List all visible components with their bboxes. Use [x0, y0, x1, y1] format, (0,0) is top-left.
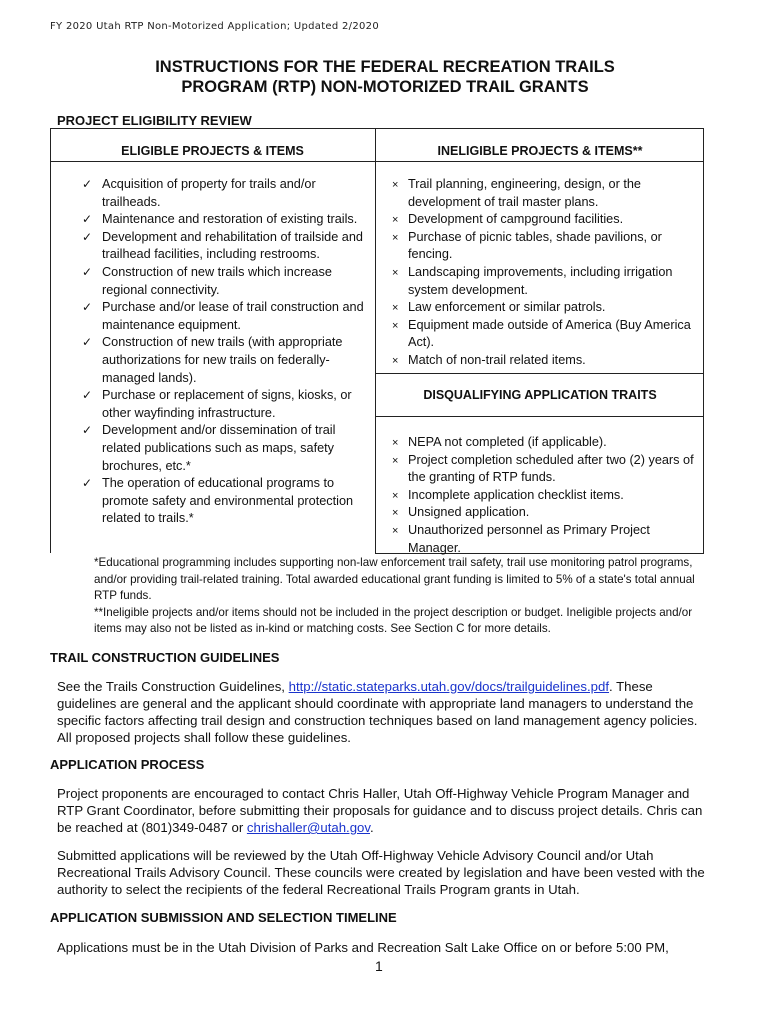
application-process-paragraph-2	[57, 847, 707, 898]
page-number: 1	[375, 958, 383, 974]
ineligible-item-text: Equipment made outside of America (Buy America Act).	[408, 317, 691, 350]
eligible-items-list	[78, 176, 374, 528]
disqualifying-item	[384, 452, 702, 487]
email-link[interactable]: chrishaller@utah.gov	[246, 820, 370, 835]
disqualifying-items-list	[384, 434, 702, 557]
ineligible-item-text: Purchase of picnic tables, shade pavilions, or fencing.	[408, 229, 662, 262]
eligible-item	[78, 422, 374, 475]
eligible-item	[78, 387, 374, 422]
checkmark-icon: ✓	[82, 264, 93, 279]
ineligible-item-text: Match of non-trail related items.	[408, 352, 586, 367]
eligible-item	[78, 334, 374, 387]
x-mark-icon: ×	[392, 214, 399, 227]
eligible-item-text: Maintenance and restoration of existing trails.	[102, 212, 358, 227]
disqualifying-header: DISQUALIFYING APPLICATION TRAITS	[423, 388, 657, 402]
ineligible-items-list	[384, 176, 702, 370]
title-line-1: INSTRUCTIONS FOR THE FEDERAL RECREATION TRAILS	[155, 58, 615, 76]
x-mark-icon: ×	[392, 266, 399, 279]
eligible-item-text: Development and rehabilitation of trailside and trailhead facilities, including restrooms.	[102, 229, 363, 262]
disqualifying-item-text: Project completion scheduled after two (2) years of the granting of RTP funds.	[408, 452, 694, 485]
ineligible-item	[384, 299, 702, 317]
application-process-text: Project proponents are encouraged to contact Chris Haller, Utah Off-Highway Vehicle Program Manager and RTP Grant Coordinator, before submitting their proposals for guidance and to discuss project details. Chris can be reached at (801)349-0487 or	[57, 786, 703, 835]
checkmark-icon: ✓	[82, 300, 93, 315]
ineligible-item	[384, 211, 702, 229]
checkmark-icon: ✓	[82, 177, 93, 191]
disqualifying-item-text: NEPA not completed (if applicable).	[408, 435, 607, 449]
eligible-item-text: Construction of new trails which increase regional connectivity.	[102, 264, 332, 297]
title-line-2: PROGRAM (RTP) NON-MOTORIZED TRAIL GRANTS	[181, 78, 589, 96]
ineligible-item	[384, 176, 702, 211]
trail-construction-text-before: See the Trails Construction Guidelines,	[57, 679, 289, 694]
trail-guidelines-link[interactable]: http://static.stateparks.utah.gov/docs/trailguidelines.pdf	[288, 679, 609, 694]
timeline-paragraph	[57, 939, 707, 956]
x-mark-icon: ×	[392, 231, 399, 244]
eligible-item	[78, 264, 374, 299]
document-header: FY 2020 Utah RTP Non-Motorized Application; Updated 2/2020	[50, 21, 379, 32]
x-mark-icon: ×	[392, 524, 399, 537]
trail-construction-paragraph	[57, 678, 707, 746]
ineligible-item-text: Trail planning, engineering, design, or the development of trail master plans.	[408, 177, 641, 209]
application-process-title: APPLICATION PROCESS	[50, 757, 205, 772]
application-process-paragraph-1	[57, 785, 707, 836]
trail-construction-title: TRAIL CONSTRUCTION GUIDELINES	[50, 650, 280, 665]
page-title	[0, 57, 770, 97]
eligible-item-text: Acquisition of property for trails and/or trailheads.	[102, 177, 316, 209]
ineligible-item-text: Development of campground facilities.	[408, 212, 624, 227]
eligible-item	[78, 211, 374, 229]
x-mark-icon: ×	[392, 437, 399, 449]
eligible-item-text: Development and/or dissemination of trail related publications such as maps, safety brochures, etc.*	[102, 423, 336, 473]
checkmark-icon: ✓	[82, 212, 93, 227]
timeline-title: APPLICATION SUBMISSION AND SELECTION TIMELINE	[50, 910, 397, 925]
disqualifying-item-text: Unauthorized personnel as Primary Project Manager.	[408, 522, 650, 555]
eligibility-section-title: PROJECT ELIGIBILITY REVIEW	[57, 113, 252, 128]
ineligible-column-header: INELIGIBLE PROJECTS & ITEMS**	[437, 144, 643, 158]
eligible-item-text: Purchase or replacement of signs, kiosks, or other wayfinding infrastructure.	[102, 388, 352, 420]
checkmark-icon: ✓	[82, 388, 93, 403]
disqualifying-item	[384, 487, 702, 505]
disqualifying-item-text: Incomplete application checklist items.	[408, 487, 624, 502]
eligible-item-text: Construction of new trails (with appropriate authorizations for new trails on federally-managed lands).	[102, 335, 343, 385]
disqualifying-item-text: Unsigned application.	[408, 505, 530, 520]
x-mark-icon: ×	[392, 179, 399, 191]
ineligible-item	[384, 317, 702, 352]
trail-construction-text-after: . These guidelines are general and the applicant should coordinate with appropriate land managers to understand the specific factors affecting trail design and construction techniques based on land management agency policies. All proposed projects shall follow these guidelines.	[57, 679, 698, 745]
checkmark-icon: ✓	[82, 423, 93, 438]
ineligible-item-text: Law enforcement or similar patrols.	[408, 300, 606, 315]
ineligible-item	[384, 264, 702, 299]
eligible-item-text: Purchase and/or lease of trail construction and maintenance equipment.	[102, 300, 364, 332]
eligible-item	[78, 229, 374, 264]
x-mark-icon: ×	[392, 302, 399, 315]
checkmark-icon: ✓	[82, 476, 93, 491]
eligible-column-header: ELIGIBLE PROJECTS & ITEMS	[121, 144, 304, 158]
footnotes	[94, 555, 714, 638]
eligible-item	[78, 299, 374, 334]
eligible-item-text: The operation of educational programs to promote safety and environmental protection related to trails.*	[102, 476, 354, 526]
footnote-ineligible: **Ineligible projects and/or items should not be included in the project description or budget. Ineligible projects and/or items may also not be listed as in-kind or matching costs. See Section C for more details.	[94, 605, 693, 635]
application-process-text-end: .	[370, 820, 374, 835]
x-mark-icon: ×	[392, 489, 399, 502]
disqualifying-item	[384, 522, 702, 557]
ineligible-item	[384, 229, 702, 264]
x-mark-icon: ×	[392, 507, 399, 520]
timeline-text: Applications must be in the Utah Division of Parks and Recreation Salt Lake Office on or before 5:00 PM,	[57, 940, 669, 955]
review-councils-text: Submitted applications will be reviewed by the Utah Off-Highway Vehicle Advisory Council and/or Utah Recreational Trails Advisory Council. These councils were created by legislation and have been vested with the authority to select the recipients of the federal Recreational Trails Program grants in Utah.	[57, 848, 705, 897]
footnote-educational: *Educational programming includes supporting non-law enforcement trail safety, trail use monitoring patrol programs, and/or providing trail-related training. Total awarded educational grant funding is limited to 5% of a state's total annual RTP funds.	[94, 556, 695, 602]
eligible-item	[78, 475, 374, 528]
x-mark-icon: ×	[392, 319, 399, 332]
eligibility-table	[50, 128, 704, 553]
x-mark-icon: ×	[392, 354, 399, 367]
eligible-item	[78, 176, 374, 211]
disqualifying-item	[384, 434, 702, 452]
checkmark-icon: ✓	[82, 229, 93, 244]
x-mark-icon: ×	[392, 454, 399, 467]
ineligible-item	[384, 352, 702, 370]
ineligible-item-text: Landscaping improvements, including irrigation system development.	[408, 264, 673, 297]
checkmark-icon: ✓	[82, 335, 93, 350]
disqualifying-item	[384, 504, 702, 522]
